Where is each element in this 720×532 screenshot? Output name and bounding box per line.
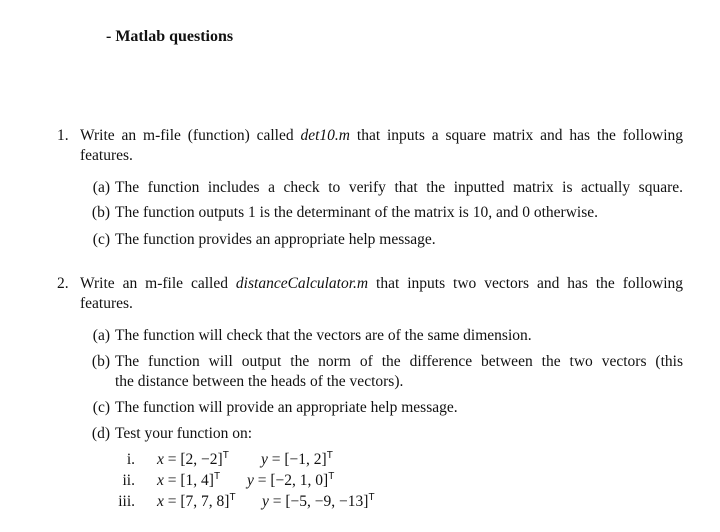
var: x	[157, 451, 164, 468]
var: y	[247, 472, 254, 489]
test-y	[261, 451, 333, 469]
test-label: ii.	[122, 472, 135, 489]
test-x	[157, 472, 220, 490]
test-x	[157, 451, 229, 469]
value: [7, 7, 8]	[180, 493, 230, 510]
item-text: The function will check that the vectors are of the same dimension.	[115, 327, 532, 344]
item-label: (c)	[92, 231, 110, 248]
value: [2, −2]	[180, 451, 223, 468]
var: y	[261, 451, 268, 468]
question-text-line: features.	[80, 147, 133, 164]
filename: distanceCalculator.m	[235, 275, 369, 292]
question-text-line	[80, 127, 683, 145]
item-text: The function includes a check to verify that the inputted matrix is actually square.	[115, 179, 683, 196]
transpose: T	[326, 450, 333, 461]
item-label: (a)	[92, 179, 110, 196]
var: x	[157, 472, 164, 489]
transpose: T	[222, 450, 229, 461]
question-text-line	[80, 275, 683, 293]
var: y	[262, 493, 269, 510]
question-number: 2.	[57, 275, 69, 292]
item-label: (a)	[92, 327, 110, 344]
text: Write an m-file called	[80, 275, 228, 292]
item-text: Test your function on:	[115, 425, 253, 442]
test-y	[262, 493, 375, 511]
test-label: i.	[126, 451, 135, 468]
filename: det10.m	[300, 127, 351, 144]
value: [−5, −9, −13]	[285, 493, 369, 510]
transpose: T	[229, 492, 236, 503]
item-text: the distance between the heads of the vectors).	[115, 373, 404, 390]
test-y	[247, 472, 334, 490]
eq: =	[253, 472, 271, 489]
eq: =	[268, 493, 286, 510]
item-text: The function provides an appropriate help message.	[115, 231, 436, 248]
item-text: The function will output the norm of the difference between the two vectors (this	[115, 353, 683, 370]
question-text-line: features.	[80, 295, 133, 312]
eq: =	[163, 451, 181, 468]
test-x	[157, 493, 236, 511]
item-text: The function will provide an appropriate help message.	[115, 399, 458, 416]
value: [−1, 2]	[284, 451, 327, 468]
eq: =	[163, 472, 181, 489]
test-label: iii.	[118, 493, 135, 510]
transpose: T	[213, 471, 221, 482]
eq: =	[163, 493, 181, 510]
transpose: T	[328, 471, 335, 482]
text: Write an m-file (function) called	[80, 127, 294, 144]
var: x	[157, 493, 164, 510]
item-text: The function outputs 1 is the determinant of the matrix is 10, and 0 otherwise.	[115, 204, 598, 221]
text: that inputs a square matrix and has the following	[356, 127, 684, 144]
item-label: (c)	[92, 399, 110, 416]
item-label: (b)	[91, 204, 110, 221]
text: that inputs two vectors and has the following	[376, 275, 683, 292]
value: [−2, 1, 0]	[270, 472, 329, 489]
value: [1, 4]	[180, 472, 214, 489]
question-number: 1.	[57, 127, 69, 144]
page-title: - Matlab questions	[106, 28, 234, 45]
transpose: T	[368, 492, 375, 503]
item-label: (b)	[91, 353, 110, 370]
item-label: (d)	[91, 425, 110, 442]
eq: =	[267, 451, 285, 468]
